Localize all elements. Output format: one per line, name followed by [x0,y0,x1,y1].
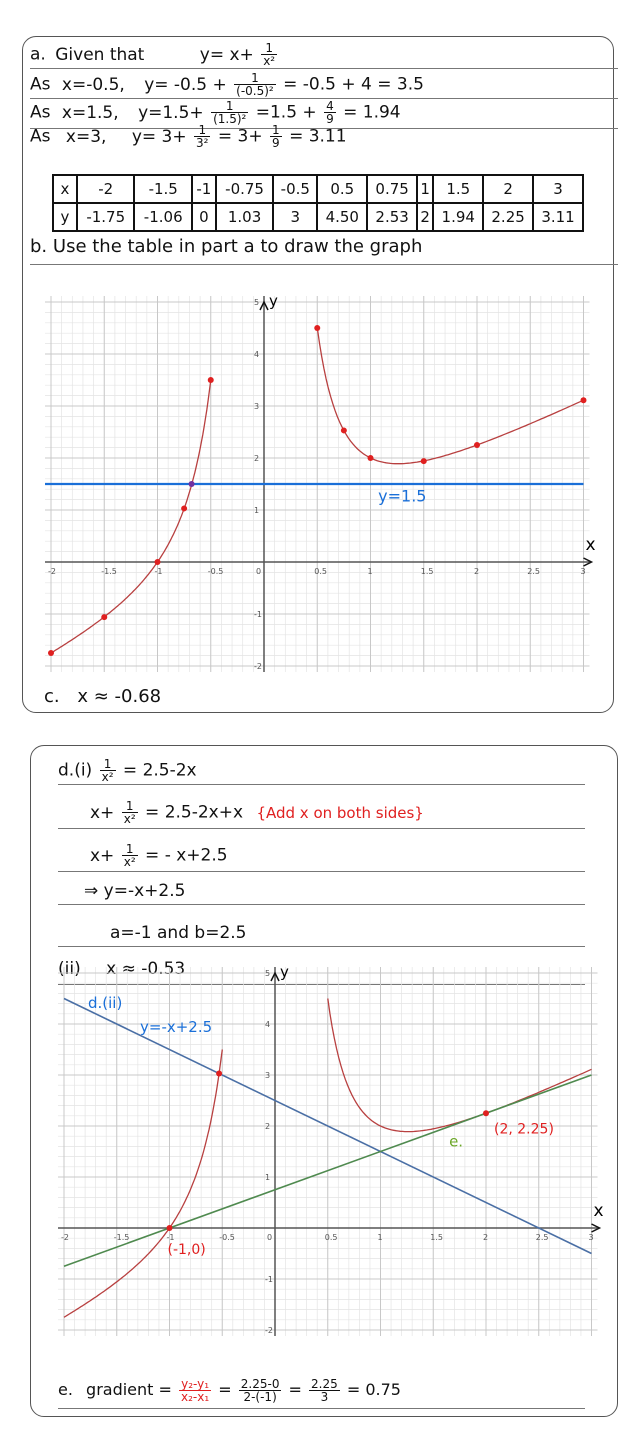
data-point [48,650,54,656]
part-d-i-step3: x+ $\frac{1}{\text{x²}}$ = - x+2.5 [58,843,585,872]
data-point [421,458,427,464]
graph-part-d-e [0,960,640,1360]
svg-text:3: 3 [265,1071,271,1080]
svg-text:5: 5 [254,298,260,307]
fraction: $\frac{1}{\text{x²}}$ [101,757,114,784]
svg-text:0: 0 [267,1233,273,1242]
svg-text:1: 1 [265,1173,271,1182]
part-b-line [30,236,618,265]
part-d-i-step2: x+ $\frac{1}{\text{x²}}$ = 2.5-2x+x {Add x on both sides} [58,800,585,829]
svg-text:1: 1 [367,567,373,576]
part-d-i-step1: d.(i) $\frac{1}{\text{x²}}$ = 2.5-2x [58,758,585,785]
svg-text:0.5: 0.5 [324,1233,338,1242]
graph-label-part: d.(ii) [88,994,123,1012]
y-axis-label: y [280,963,289,981]
svg-text:1: 1 [254,506,260,515]
data-point [368,455,374,461]
part-a-row-3: As x=3, y= 3+ $\frac{1}{\text{3²}}$ = 3+ $\frac{1}{9}$ = 3.11 [30,123,347,150]
curve-left-branch [64,1050,222,1318]
data-point [474,442,480,448]
table-row-y: y -1.75 -1.06 0 1.03 3 4.50 2.53 2 1.94 2.25 3.11 [53,203,583,231]
svg-text:1.5: 1.5 [430,1233,443,1242]
svg-text:1: 1 [377,1233,383,1242]
part-a-row-1: As x=-0.5, y= -0.5 + $\frac{1}{\text{(-0.5)²}}$ = -0.5 + 4 = 3.5 [30,72,618,99]
fraction: $\frac{1}{\text{x²}}$ [123,799,136,826]
fraction: $\frac{4}{9}$ [326,99,334,126]
svg-text:-1: -1 [166,1233,175,1242]
svg-text:-2: -2 [61,1233,69,1242]
tangent-point [483,1110,489,1116]
part-b-text: Use the table in part a to draw the graph [52,236,423,257]
svg-text:-1: -1 [265,1275,273,1284]
given-equation: y= x+ [199,44,254,65]
part-d-ii-label: (ii) [58,959,81,979]
data-point [341,427,347,433]
fraction: $\frac{1}{\text{(1.5)²}}$ [213,99,247,126]
fraction: $\frac{1}{\text{(-0.5)²}}$ [236,71,274,98]
fraction: $\frac{1}{\text{x²}}$ [123,842,136,869]
x-axis-label: x [585,535,596,555]
fraction: $\frac{2.25}{3}$ [311,1377,338,1404]
fraction: $\frac{1}{9}$ [272,123,280,150]
part-c-answer: x ≈ -0.68 [77,686,162,707]
line-label: y=1.5 [378,486,427,506]
svg-text:2: 2 [254,454,260,463]
svg-text:2.5: 2.5 [535,1233,549,1242]
graph-part-b [0,270,640,710]
part-b-label: b. [30,236,48,257]
intersection-point [216,1070,222,1076]
tangent-label: e. [449,1132,464,1151]
part-d-i-label: d.(i) [58,760,93,781]
data-point [181,505,187,511]
svg-text:-1.5: -1.5 [113,1233,130,1242]
svg-text:3: 3 [588,1233,594,1242]
svg-text:-1: -1 [254,610,262,619]
svg-text:0.5: 0.5 [314,567,327,576]
data-point [314,325,320,331]
svg-text:2: 2 [474,567,480,576]
svg-text:2.5: 2.5 [527,567,540,576]
values-table [52,174,584,232]
given-text: Given that [55,44,145,65]
data-point [581,397,587,403]
x-axis-label: x [593,1201,604,1221]
gradient-formula: $\frac{\text{y₂-y₁}}{\text{x₂-x₁}}$ [181,1377,210,1404]
svg-text:4: 4 [265,1020,271,1029]
svg-text:-1: -1 [154,567,163,576]
part-c-line [44,686,161,707]
svg-text:2: 2 [483,1233,489,1242]
svg-text:-2: -2 [265,1326,273,1335]
part-a-label: a. [30,44,46,65]
svg-text:-0.5: -0.5 [219,1233,235,1242]
fraction: $\frac{2.25-0}{2-(-1)}$ [240,1377,280,1404]
part-d-i-step5: a=-1 and b=2.5 [58,922,585,947]
data-point [208,377,214,383]
svg-text:-1.5: -1.5 [101,567,117,576]
part-c-label: c. [44,686,60,707]
table-row-x: x -2 -1.5 -1 -0.75 -0.5 0.5 0.75 1 1.5 2 3 [53,175,583,203]
given-fraction: $\frac{1}{\text{x²}}$ [263,41,276,68]
origin-point [167,1225,173,1231]
svg-text:2: 2 [265,1122,271,1131]
intersection-point [189,481,195,487]
data-point [101,614,107,620]
part-a-given-line [30,42,618,69]
graph-label-eq: y=-x+2.5 [140,1018,213,1036]
svg-text:4: 4 [254,350,260,359]
fraction: $\frac{1}{\text{3²}}$ [196,123,209,150]
point-label-origin: (-1,0) [167,1242,206,1258]
svg-text:1.5: 1.5 [420,567,434,576]
svg-text:3: 3 [254,402,260,411]
data-point [155,559,161,565]
curve-left-branch [51,380,211,653]
svg-text:-2: -2 [254,662,262,671]
y-axis-label: y [269,292,278,310]
svg-text:0: 0 [256,567,262,576]
part-e-label: e. [58,1380,73,1399]
step-note: {Add x on both sides} [256,803,424,822]
part-d-ii-answer: x ≈ -0.53 [106,959,186,979]
svg-text:-0.5: -0.5 [207,567,224,576]
svg-text:-2: -2 [48,567,56,576]
svg-text:3: 3 [580,567,586,576]
point-label-tangent: (2, 2.25) [494,1121,554,1138]
part-e-line: e. gradient = $\frac{\text{y₂-y₁}}{\text{x₂-x₁}}$ = $\frac{2.25-0}{2-(-1)}$ = $\frac{2.25}{3}$ = 0.75 [58,1378,585,1409]
svg-text:5: 5 [265,969,271,978]
part-d-i-step4: ⇒ y=-x+2.5 [58,880,585,905]
part-a-row-2: As x=1.5, y=1.5+ $\frac{1}{\text{(1.5)²}}$ =1.5 + $\frac{4}{9}$ = 1.94 [30,100,618,129]
